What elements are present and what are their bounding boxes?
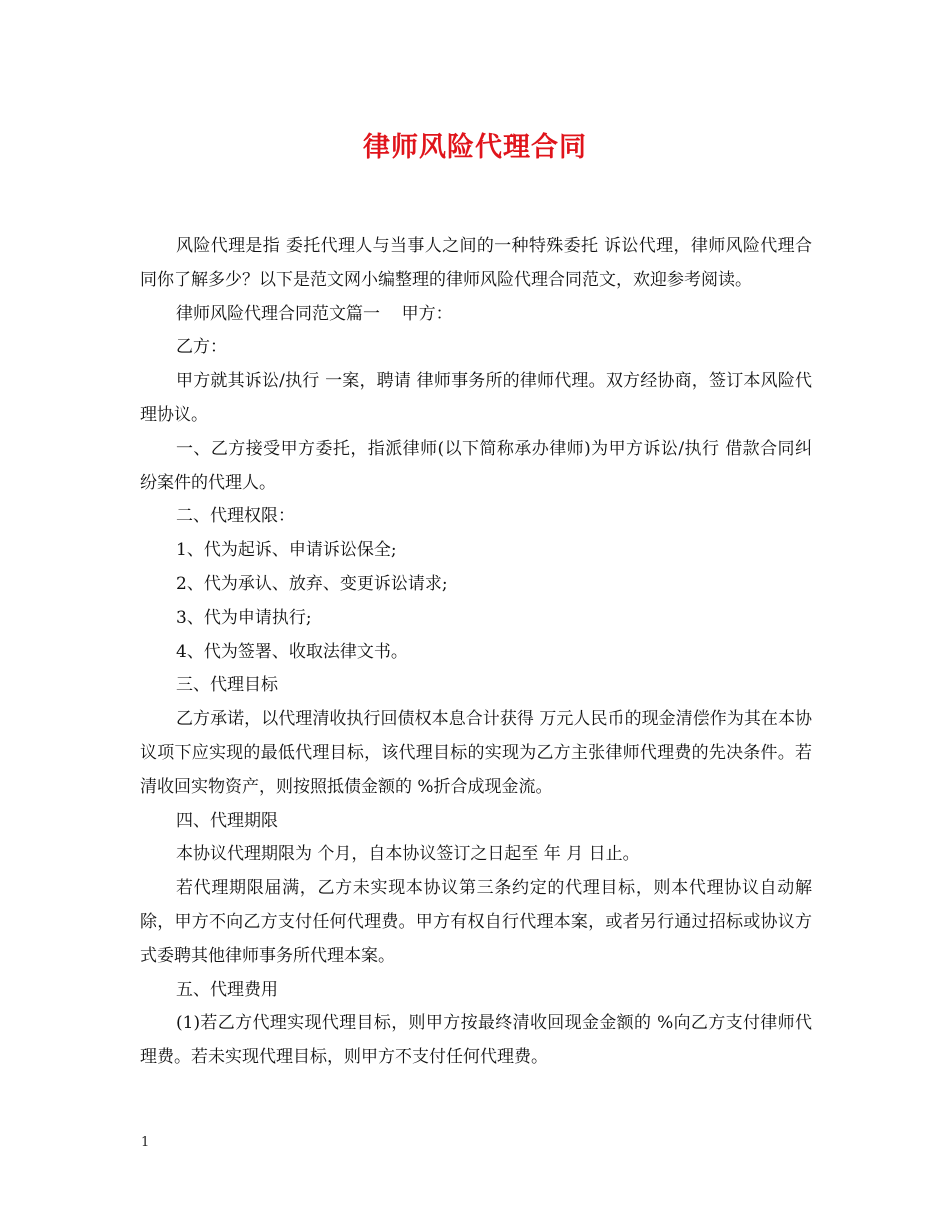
intro-paragraph: 风险代理是指 委托代理人与当事人之间的一种特殊委托 诉讼代理，律师风险代理合同你了解多少？以下是范文网小编整理的律师风险代理合同范文，欢迎参考阅读。: [140, 236, 812, 290]
engagement-paragraph: 甲方就其诉讼/执行 一案，聘请 律师事务所的律师代理。双方经协商，签订本风险代理协议。: [140, 371, 812, 425]
expiry-paragraph: 若代理期限届满，乙方未实现本协议第三条约定的代理目标，则本代理协议自动解除，甲方不向乙方支付任何代理费。甲方有权自行代理本案，或者另行通过招标或协议方式委聘其他律师事务所代理本案。: [140, 878, 812, 966]
clause-3-heading: 三、代理目标: [176, 675, 278, 696]
clause-4-heading: 四、代理期限: [176, 810, 278, 831]
page-number: 1: [141, 1135, 150, 1150]
clause-5-heading: 五、代理费用: [176, 979, 278, 1000]
authority-item-1: 1、代为起诉、申请诉讼保全;: [176, 540, 397, 561]
clause-3-paragraph: 乙方承诺，以代理清收执行回债权本息合计获得 万元人民币的现金清偿作为其在本协议项下应实现的最低代理目标，该代理目标的实现为乙方主张律师代理费的先决条件。若清收回实物资产，则按照抵债金额的 %折合成现金流。: [140, 709, 812, 797]
sample-heading-party-a: 律师风险代理合同范文篇一 甲方：: [176, 303, 453, 324]
authority-item-4: 4、代为签署、收取法律文书。: [176, 641, 408, 662]
fee-paragraph: (1)若乙方代理实现代理目标，则甲方按最终清收回现金金额的 %向乙方支付律师代理费。若未实现代理目标，则甲方不支付任何代理费。: [140, 1013, 812, 1068]
clause-2-heading: 二、代理权限：: [176, 506, 295, 527]
authority-item-3: 3、代为申请执行;: [176, 607, 312, 628]
party-b-line: 乙方：: [176, 337, 227, 358]
term-paragraph: 本协议代理期限为 个月，自本协议签订之日起至 年 月 日止。: [176, 844, 640, 865]
document-title: 律师风险代理合同: [363, 132, 587, 163]
clause-1-paragraph: 一、乙方接受甲方委托，指派律师(以下简称承办律师)为甲方诉讼/执行 借款合同纠纷案件的代理人。: [140, 438, 812, 493]
authority-item-2: 2、代为承认、放弃、变更诉讼请求;: [176, 573, 448, 594]
document-body: [140, 230, 812, 1075]
